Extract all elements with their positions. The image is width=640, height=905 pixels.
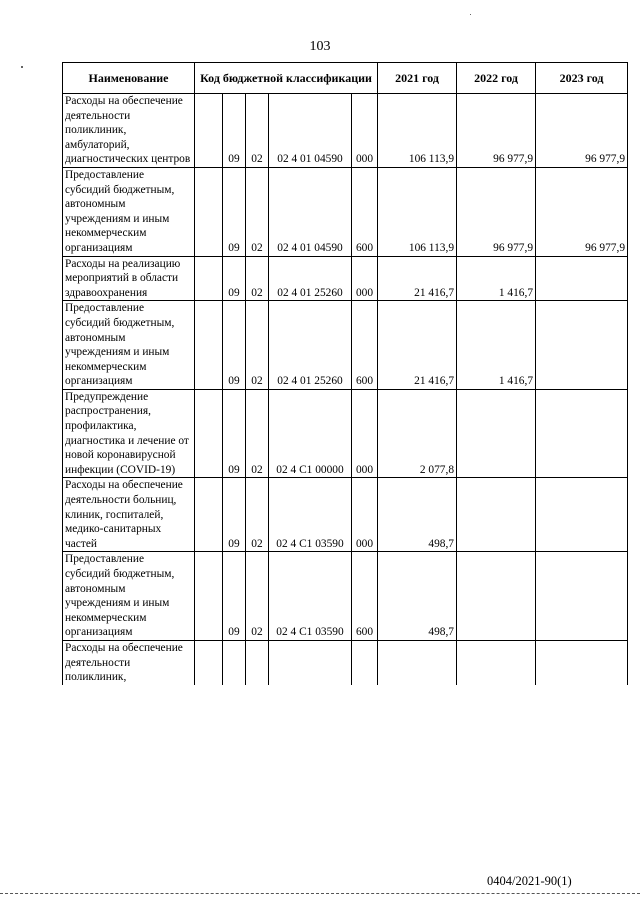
code-expense-type: 000 (352, 389, 378, 478)
code-section: 09 (223, 301, 246, 390)
value-2022 (457, 478, 536, 552)
code-subsection: 02 (246, 552, 269, 641)
code-section: 09 (223, 167, 246, 256)
value-2021: 21 416,7 (378, 301, 457, 390)
row-name: Расходы на реализацию мероприятий в области здравоохранения (63, 256, 195, 301)
value-2023 (536, 389, 628, 478)
row-name: Расходы на обеспечение деятельности поликлиник, амбулаторий, диагностических центров (63, 94, 195, 168)
value-2023 (536, 301, 628, 390)
value-2022: 1 416,7 (457, 301, 536, 390)
table-row (63, 256, 628, 301)
code-subsection: 02 (246, 301, 269, 390)
value-2023 (536, 552, 628, 641)
value-2021: 498,7 (378, 478, 457, 552)
code-expense-type: 600 (352, 167, 378, 256)
code-part-1 (195, 478, 223, 552)
table-row (63, 640, 628, 684)
code-section (223, 640, 246, 684)
code-section: 09 (223, 478, 246, 552)
code-subsection: 02 (246, 94, 269, 168)
document-code: 0404/2021-90(1) (487, 874, 572, 888)
header-2022: 2022 год (457, 63, 536, 94)
table-header-row (63, 63, 628, 94)
code-expense-type: 000 (352, 478, 378, 552)
row-name: Предоставление субсидий бюджетным, автономным учреждениям и иным некоммерческим организациям (63, 301, 195, 390)
code-subsection (246, 640, 269, 684)
code-target-article: 02 4 01 04590 (269, 167, 352, 256)
code-expense-type (352, 640, 378, 684)
table-row (63, 552, 628, 641)
code-expense-type: 600 (352, 301, 378, 390)
code-section: 09 (223, 94, 246, 168)
value-2021: 21 416,7 (378, 256, 457, 301)
code-part-1 (195, 256, 223, 301)
code-subsection: 02 (246, 256, 269, 301)
value-2021: 2 077,8 (378, 389, 457, 478)
value-2021: 498,7 (378, 552, 457, 641)
table-row (63, 301, 628, 390)
value-2021 (378, 640, 457, 684)
code-target-article: 02 4 C1 03590 (269, 552, 352, 641)
code-part-1 (195, 552, 223, 641)
header-2023: 2023 год (536, 63, 628, 94)
row-name: Предоставление субсидий бюджетным, автономным учреждениям и иным некоммерческим организациям (63, 167, 195, 256)
budget-table (62, 62, 628, 685)
code-part-1 (195, 94, 223, 168)
header-2021: 2021 год (378, 63, 457, 94)
value-2022: 96 977,9 (457, 167, 536, 256)
value-2023 (536, 640, 628, 684)
value-2023 (536, 478, 628, 552)
code-target-article: 02 4 C1 00000 (269, 389, 352, 478)
code-part-1 (195, 640, 223, 684)
code-section: 09 (223, 552, 246, 641)
table-row (63, 389, 628, 478)
code-subsection: 02 (246, 167, 269, 256)
code-target-article (269, 640, 352, 684)
value-2021: 106 113,9 (378, 94, 457, 168)
code-subsection: 02 (246, 389, 269, 478)
code-part-1 (195, 167, 223, 256)
value-2022 (457, 552, 536, 641)
value-2023 (536, 256, 628, 301)
scan-speck (21, 66, 23, 68)
code-target-article: 02 4 01 25260 (269, 256, 352, 301)
code-expense-type: 000 (352, 94, 378, 168)
row-name: Предоставление субсидий бюджетным, автономным учреждениям и иным некоммерческим организациям (63, 552, 195, 641)
value-2022 (457, 389, 536, 478)
code-target-article: 02 4 01 04590 (269, 94, 352, 168)
scan-speck (470, 14, 471, 15)
row-name: Расходы на обеспечение деятельности больниц, клиник, госпиталей, медико-санитарных частей (63, 478, 195, 552)
row-name: Расходы на обеспечение деятельности поликлиник, (63, 640, 195, 684)
table-row (63, 478, 628, 552)
value-2023: 96 977,9 (536, 167, 628, 256)
scan-artifact-line (0, 893, 640, 894)
code-expense-type: 600 (352, 552, 378, 641)
value-2021: 106 113,9 (378, 167, 457, 256)
table-row (63, 167, 628, 256)
code-target-article: 02 4 01 25260 (269, 301, 352, 390)
value-2023: 96 977,9 (536, 94, 628, 168)
code-subsection: 02 (246, 478, 269, 552)
header-classification-code: Код бюджетной классификации (195, 63, 378, 94)
code-expense-type: 000 (352, 256, 378, 301)
value-2022: 1 416,7 (457, 256, 536, 301)
code-target-article: 02 4 C1 03590 (269, 478, 352, 552)
code-section: 09 (223, 256, 246, 301)
row-name: Предупреждение распространения, профилактика, диагностика и лечение от новой коронавирусной инфекции (COVID-19) (63, 389, 195, 478)
code-part-1 (195, 301, 223, 390)
value-2022: 96 977,9 (457, 94, 536, 168)
table-row (63, 94, 628, 168)
value-2022 (457, 640, 536, 684)
page-number: 103 (309, 39, 331, 54)
header-name: Наименование (63, 63, 195, 94)
code-section: 09 (223, 389, 246, 478)
code-part-1 (195, 389, 223, 478)
